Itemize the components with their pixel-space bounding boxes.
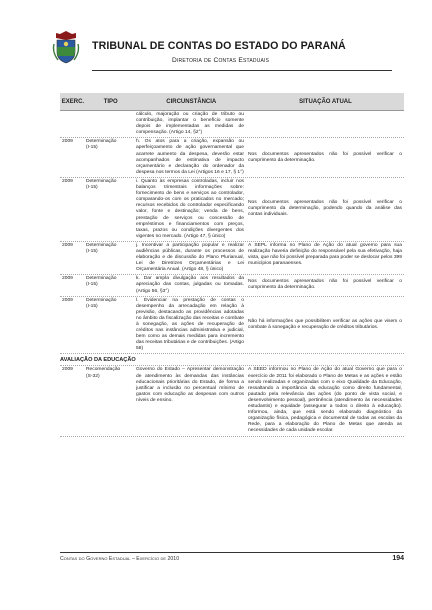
tipo-label: Determinação — [86, 139, 117, 145]
column-header-exerc: EXERC. — [61, 98, 85, 105]
tipo-cell — [84, 111, 134, 137]
situacao-cell: Nos documentos apresentados não foi possível verificar o cumprimento da determinação. — [248, 279, 402, 291]
tipo-code: (I-15) — [86, 303, 98, 309]
page-header — [52, 30, 392, 76]
table-row — [60, 138, 404, 178]
situacao-cell: Nos documentos apresentados não foi possível verificar o cumprimento da determinação. — [248, 151, 402, 163]
circunstancia-cell: cálculo, majoração ou criação de tributo ou contribuição, implantar o benefício somente depois de implementadas as medidas de compensação. (Artigo 14, §2°) — [136, 112, 244, 136]
exerc-cell: 2009 — [62, 139, 73, 145]
tipo-cell — [84, 366, 134, 435]
tipo-cell — [84, 275, 134, 295]
circunstancia-cell: h. Os atos para a criação, expansão ou aperfeiçoamento de ação governamental que acarrete aumento da despesa, deverão estar acompanhados de estimativa de impacto orçamentário e declaração do ordenador da despesa nos termos da Lei (Artigos 16 e 17, § 1°) — [136, 139, 244, 175]
column-header-situacao: SITUAÇÃO ATUAL — [299, 98, 352, 105]
table-row — [60, 275, 404, 296]
tipo-label: Determinação — [86, 178, 117, 184]
situacao-cell — [246, 111, 404, 137]
exerc-cell: 2009 — [62, 297, 73, 303]
exerc-cell: 2009 — [62, 178, 73, 184]
tipo-code: (I-15) — [86, 185, 98, 191]
exerc-cell: 2009 — [62, 242, 73, 248]
determinations-table — [60, 93, 404, 437]
circunstancia-cell: k. Dar ampla divulgação aos resultados da apreciação das contas, julgadas ou tomadas. (Artigo 56, §3°) — [136, 276, 244, 294]
exerc-cell — [60, 111, 84, 137]
page-title: TRIBUNAL DE CONTAS DO ESTADO DO PARANÁ — [92, 40, 346, 52]
coat-of-arms-logo — [52, 30, 80, 64]
tipo-cell — [84, 297, 134, 354]
table-row — [60, 178, 404, 242]
tipo-cell — [84, 242, 134, 274]
page-number: 194 — [392, 555, 404, 562]
footer-text: Contas do Governo Estadual – Exercício de 2010 — [60, 556, 180, 562]
tipo-code: (I-15) — [86, 282, 98, 288]
circunstancia-cell: Governo do Estado – Apresentar demonstração de atendimento às demandas das instâncias educacionais prioritárias do Estado, de forma a justificar a inclusão no percentual mínimo de gastos com educação as despesas com outros níveis de ensino. — [136, 367, 244, 403]
column-header-tipo: TIPO — [103, 98, 118, 105]
tipo-code: (S-32) — [86, 373, 100, 379]
tipo-label: Recomendação — [86, 367, 121, 373]
situacao-cell: A SEED informou no Plano de Ação do atual Governo que para o exercício de 2011 foi elaborado o Plano de Metas e as ações e estão sendo realizadas e organizadas com o eixo Qualidade da Educação, ressaltando a importância da educação como direito fundamental, pautado pela relevância das ações (do ponto de vista social, e desenvolvimento pessoal), pertinência (atendimento às necessidades estudantis) e equidade (assegurar a todos o direito à educação). Informou, ainda, que está sendo elaborado diagnóstico da organização física, pedagógica e documental de todas as escolas da Rede, para a elaboração do Plano de Metas que atenda as necessidades de cada unidade escolar. — [248, 367, 402, 434]
table-header — [60, 93, 404, 111]
table-row — [60, 242, 404, 275]
exerc-cell: 2009 — [62, 367, 73, 373]
situacao-cell: Nos documentos apresentados não foi possível verificar o cumprimento da determinação, podendo quando da análise das contas individuais. — [248, 200, 402, 218]
page-subtitle: Diretoria de Contas Estaduais — [172, 57, 270, 64]
tipo-label: Determinação — [86, 242, 117, 248]
tipo-cell — [84, 138, 134, 177]
tipo-label: Determinação — [86, 297, 117, 303]
header-divider — [92, 70, 392, 71]
circunstancia-cell: i. Quanto às empresas controladas, incluir nos balanços trimestrais informações sobre: fornecimento de bens e serviços ao controlador, comparando-os com os praticados no mercado; recursos recebidos do controlador especificando valor, fonte e destinação; venda de bens, prestação de serviços ou concessão de empréstimos e financiamentos com preços, taxas, prazos ou condições divergentes dos vigentes no mercado. (Artigo 47, § único) — [136, 178, 244, 239]
tipo-cell — [84, 178, 134, 241]
circunstancia-cell: l. Evidenciar na prestação de contas o desempenho da arrecadação em relação à previsão, destacando as providências adotadas no âmbito da fiscalização das receitas e combate à sonegação, as ações de recuperação de créditos nas instâncias administrativa e judicial, bem como as demais medidas para incremento das receitas tributárias e de contribuições. (Artigo 58) — [136, 297, 244, 352]
tipo-label: Determinação — [86, 276, 117, 282]
column-header-circunstancia: CIRCUNSTÂNCIA — [166, 98, 217, 105]
situacao-cell: A SEPL informa no Plano de Ação do atual governo para sua realização haveria definição do responsável pela sua efetivação, haja vista, que não foi possível preparada para poder se deslocar pelos 399 municípios paranaenses. — [248, 242, 402, 267]
section-heading-educacao: AVALIAÇÃO DA EDUCAÇÃO — [60, 354, 404, 366]
table-row — [60, 297, 404, 355]
page-footer — [60, 552, 404, 564]
table-row — [60, 366, 404, 436]
exerc-cell: 2009 — [62, 276, 73, 282]
circunstancia-cell: j. Incentivar a participação popular e realizar audiências públicas, durante os processos de elaboração e de discussão do Plano Plurianual, Lei de Diretrizes Orçamentárias e Lei Orçamentária Anual. (Artigo 48, § único) — [136, 242, 244, 273]
table-row — [60, 111, 404, 138]
situacao-cell: Não há informações que possibilitem verificar as ações que visem o combate à sonegação e recuperação de créditos tributários. — [248, 318, 402, 331]
tipo-code: (I-15) — [86, 145, 98, 151]
tipo-code: (I-15) — [86, 248, 98, 254]
